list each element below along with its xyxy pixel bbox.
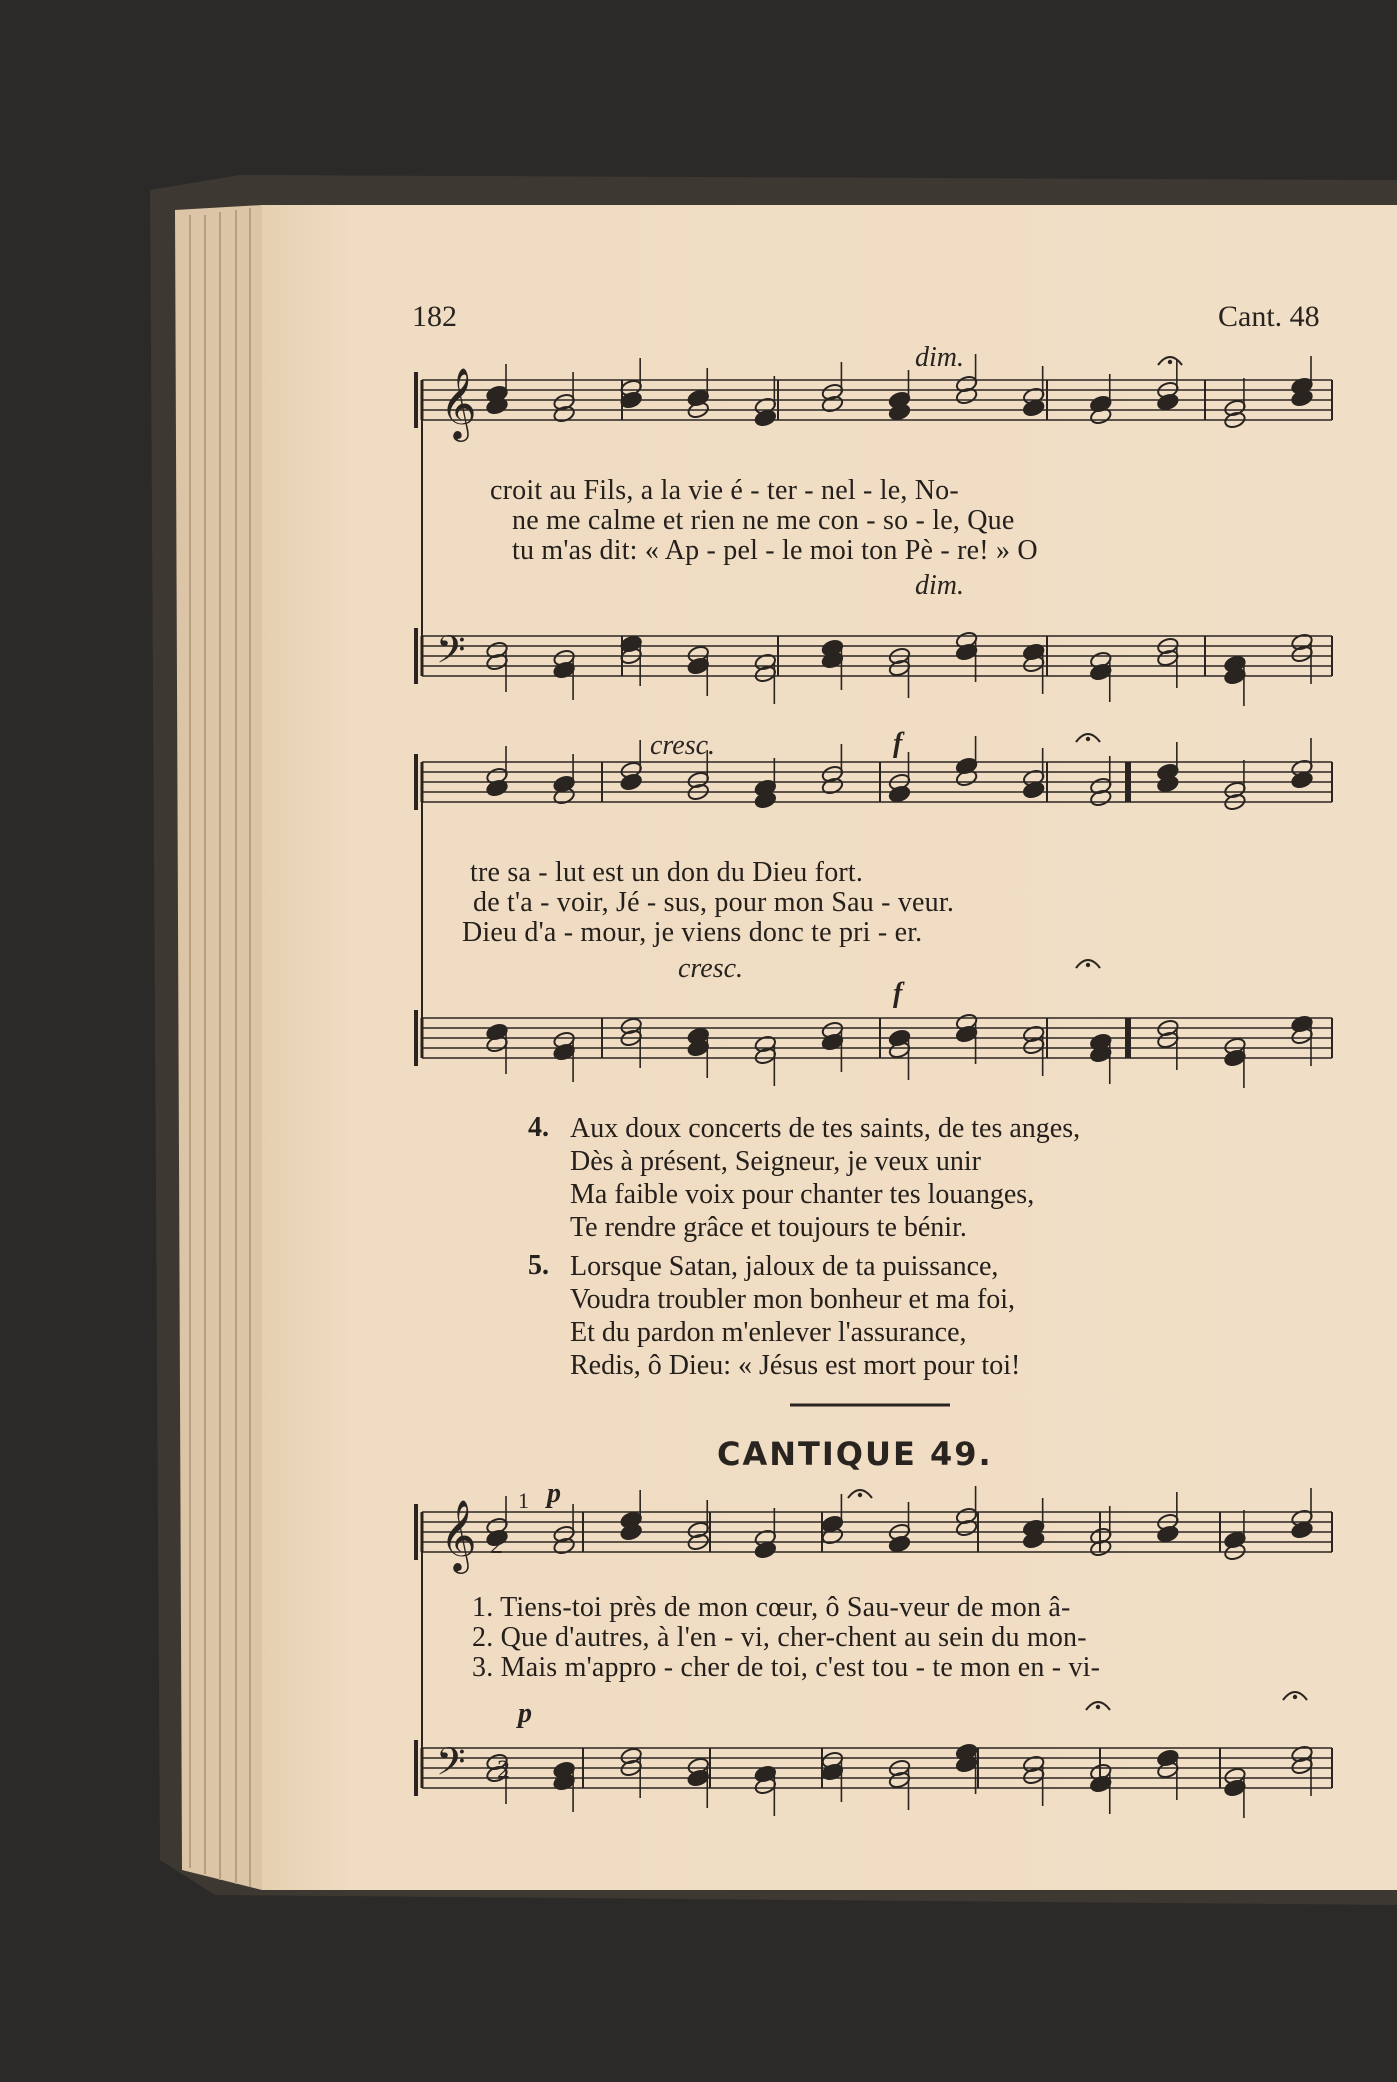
final-barline — [1125, 762, 1131, 802]
final-barline — [1125, 1018, 1131, 1058]
dynamic-cresc-bass: cresc. — [678, 953, 744, 984]
hymn-title: CANTIQUE 49. — [717, 1435, 993, 1473]
verse-line: Voudra troubler mon bonheur et ma foi, — [570, 1284, 1016, 1315]
lyric-line: 1. Tiens-toi près de mon cœur, ô Sau-veur de mon â- — [472, 1592, 1071, 1623]
dynamic-forte-treble: f — [893, 728, 903, 759]
bass-clef-icon: 𝄢 — [436, 1739, 466, 1793]
fermata-dot — [1086, 737, 1090, 741]
verse-line: Dès à présent, Seigneur, je veux unir — [570, 1146, 981, 1177]
lyric-line: tre sa - lut est un don du Dieu fort. — [470, 857, 864, 888]
verse-line: Te rendre grâce et toujours te bénir. — [570, 1212, 967, 1243]
dynamic-dim-bass: dim. — [915, 570, 964, 601]
verse-text — [570, 1250, 1020, 1382]
verse-line: Redis, ô Dieu: « Jésus est mort pour toi! — [570, 1350, 1021, 1381]
verse-text — [570, 1112, 1080, 1244]
page-number: 182 — [412, 300, 457, 333]
treble-clef-icon: 𝄞 — [440, 1498, 477, 1571]
verse-line: Aux doux concerts de tes saints, de tes anges, — [570, 1113, 1081, 1144]
lyric-line: 3. Mais m'appro - cher de toi, c'est tou - te mon en - vi- — [472, 1652, 1101, 1683]
dynamic-cresc-treble: cresc. — [650, 730, 716, 761]
dynamic-dim-treble: dim. — [915, 342, 964, 373]
dynamic-piano-bass: p — [518, 1698, 532, 1729]
lyric-line: ne me calme et rien ne me con - so - le, Que — [512, 505, 1015, 536]
lyric-line: croit au Fils, a la vie é - ter - nel - le, No- — [490, 475, 959, 506]
fermata-dot — [858, 1493, 862, 1497]
verse-line: Lorsque Satan, jaloux de ta puissance, — [570, 1251, 999, 1282]
running-head: Cant. 48 — [1218, 300, 1320, 333]
page-block-edge — [175, 205, 262, 1890]
verse-line: Ma faible voix pour chanter tes louanges, — [570, 1179, 1035, 1210]
dynamic-forte-bass: f — [893, 978, 903, 1009]
fermata-dot — [1293, 1695, 1297, 1699]
verse-number: 5. — [528, 1250, 549, 1281]
time-signature-bass: 2 — [497, 1755, 510, 1784]
bass-clef-icon: 𝄢 — [436, 627, 466, 681]
treble-clef-icon: 𝄞 — [440, 366, 477, 439]
fermata-dot — [1086, 963, 1090, 967]
measure-number: 1 — [518, 1488, 529, 1513]
lyric-line: tu m'as dit: « Ap - pel - le moi ton Pè - re! » O — [512, 535, 1038, 566]
dynamic-piano-treble: p — [547, 1478, 561, 1509]
lyric-line: Dieu d'a - mour, je viens donc te pri - er. — [462, 917, 923, 948]
time-signature-treble: 2 — [490, 1530, 503, 1559]
fermata-dot — [1168, 360, 1172, 364]
fermata-dot — [1096, 1705, 1100, 1709]
verse-number: 4. — [528, 1112, 549, 1143]
lyric-line: 2. Que d'autres, à l'en - vi, cher-chent au sein du mon- — [472, 1622, 1087, 1653]
lyric-line: de t'a - voir, Jé - sus, pour mon Sau - veur. — [473, 887, 955, 918]
verse-line: Et du pardon m'enlever l'assurance, — [570, 1317, 967, 1348]
